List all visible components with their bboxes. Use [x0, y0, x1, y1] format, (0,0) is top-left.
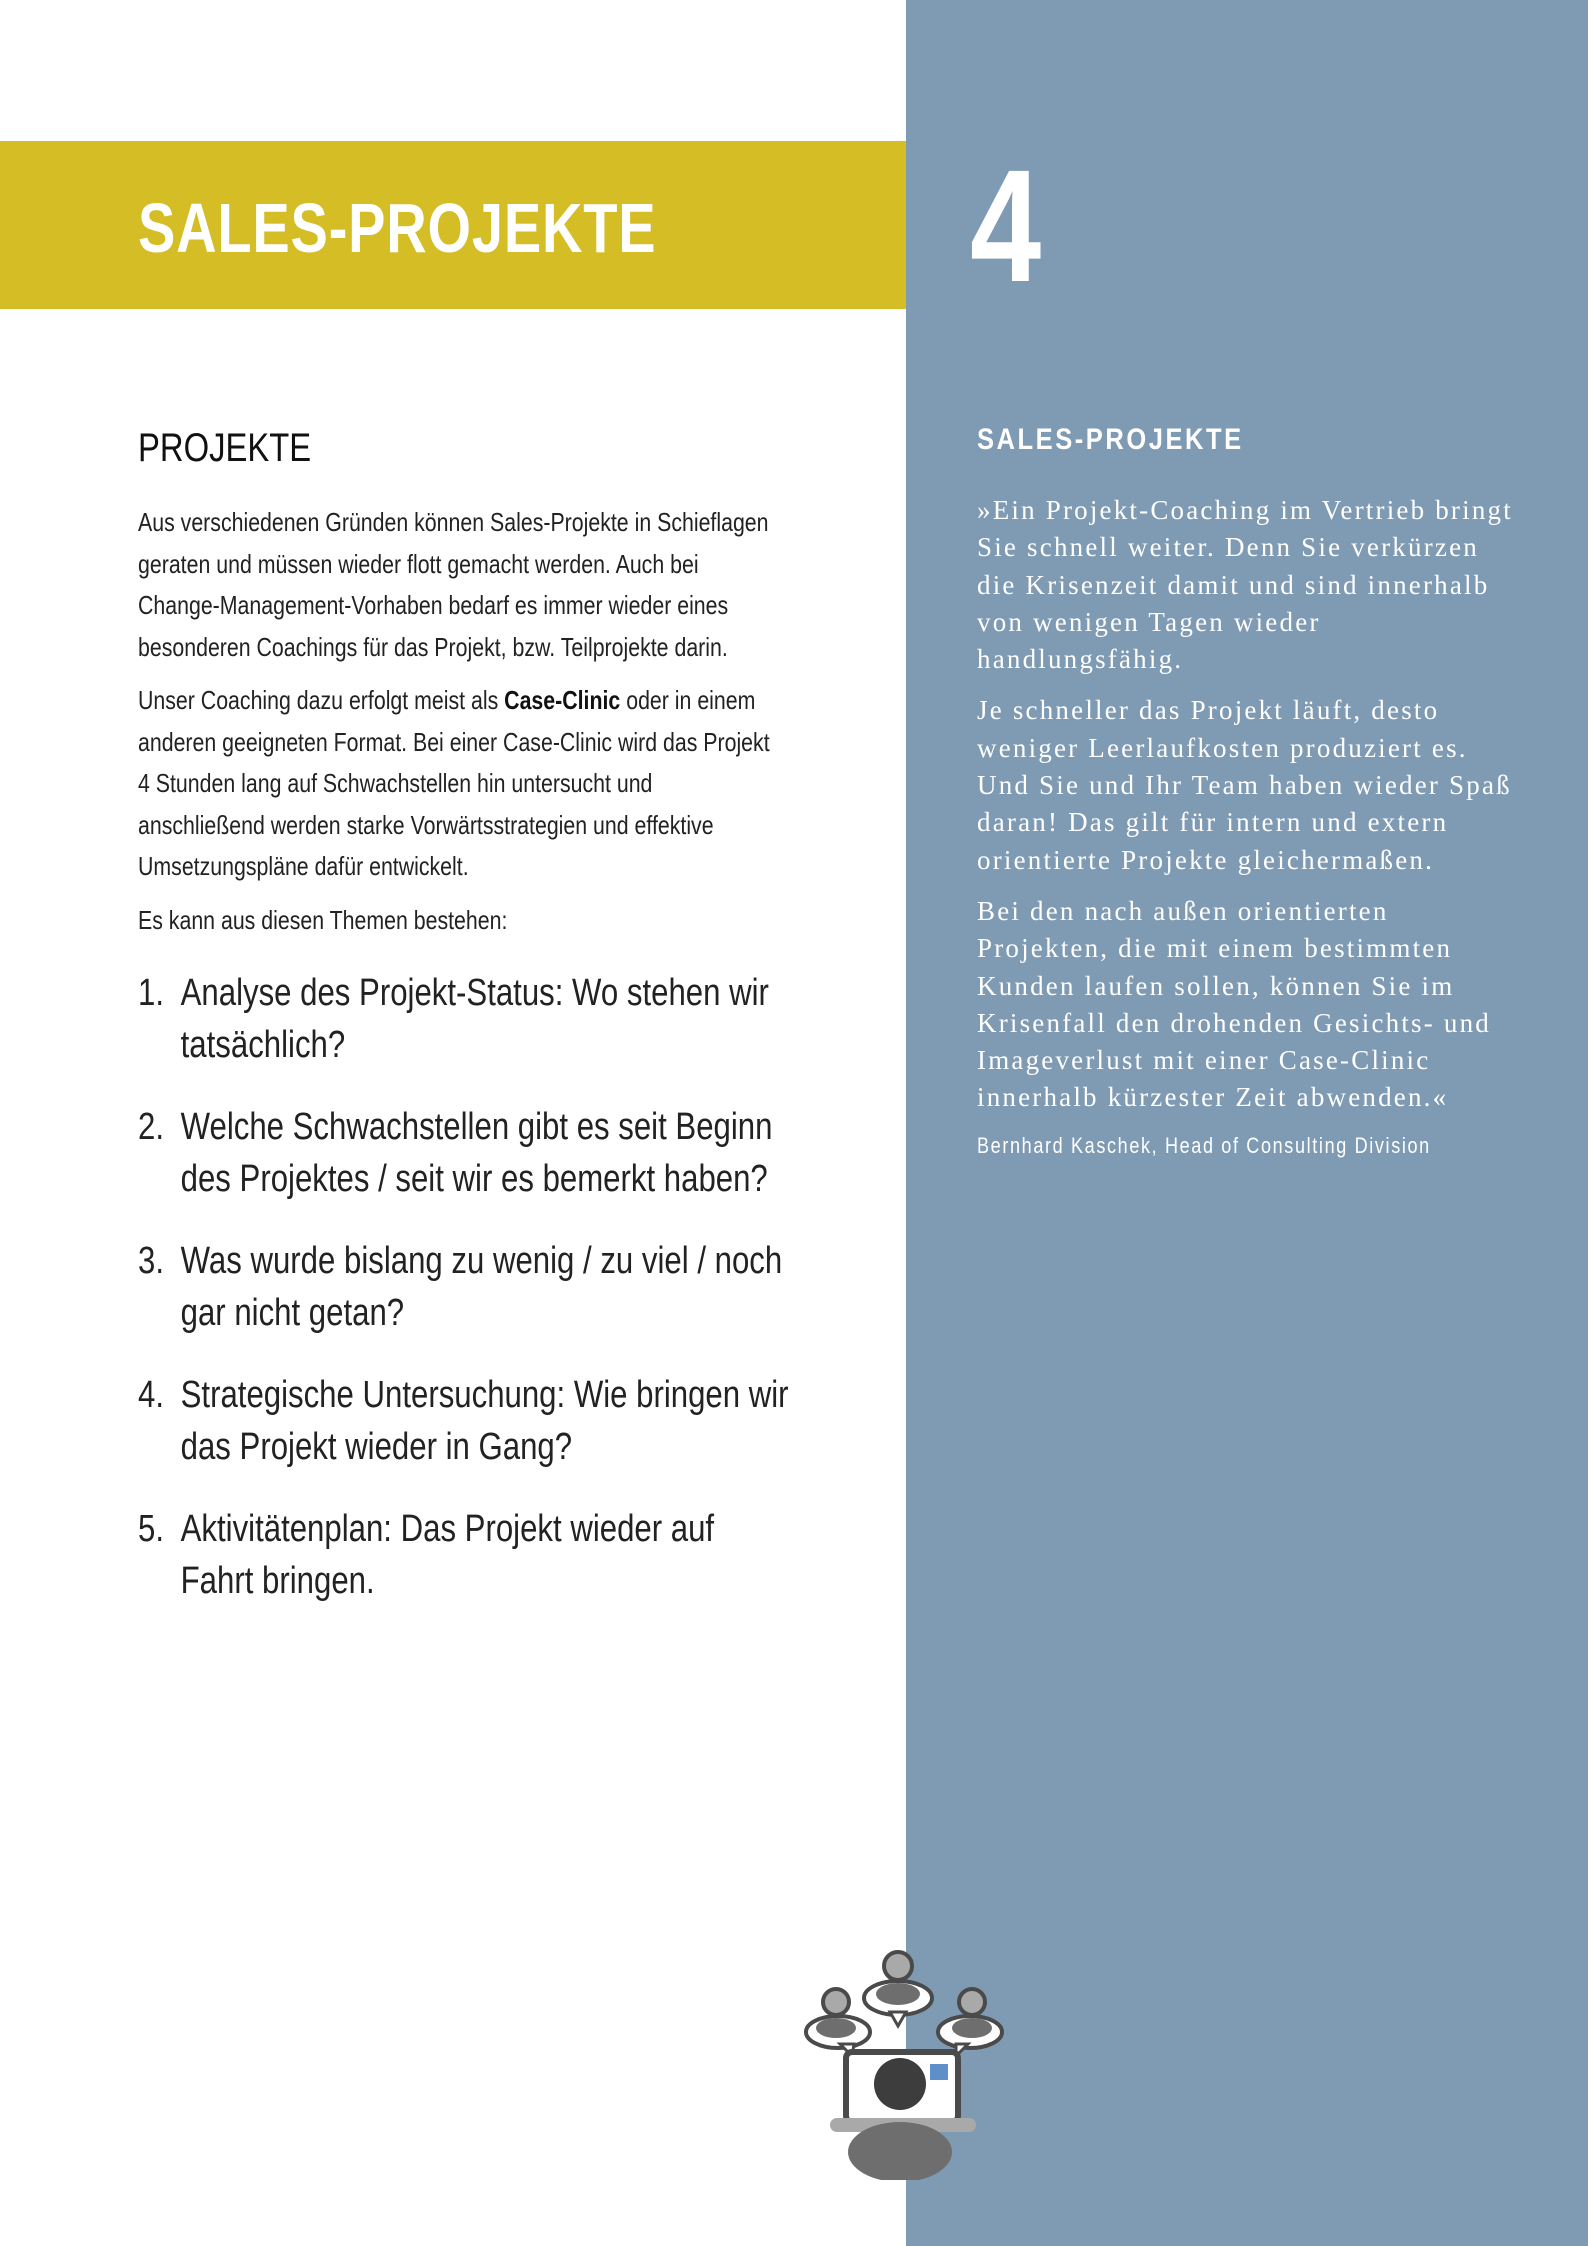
list-item-text: Analyse des Projekt-Status: Wo stehen wir tatsächlich?	[180, 972, 769, 1066]
list-item	[138, 1503, 794, 1607]
page-title: SALES-PROJEKTE	[138, 189, 657, 267]
list-item-text: Welche Schwachstellen gibt es seit Beginn des Projektes / seit wir es bemerkt haben?	[180, 1106, 773, 1200]
main-content	[138, 420, 789, 1637]
case-clinic-term: Case-Clinic	[504, 685, 621, 715]
coaching-text-start: Unser Coaching dazu erfolgt meist als	[138, 685, 505, 715]
list-item	[138, 1235, 794, 1339]
topics-list	[138, 967, 794, 1607]
list-item	[138, 967, 794, 1071]
intro-paragraph: Aus verschiedenen Gründen können Sales-Projekte in Schieflagen geraten und müssen wieder flott gemacht werden. Auch bei Change-Management-Vorhaben bedarf es immer wieder eines besonderen Coachings für das Projekt, bzw. Teilprojekte darin.	[138, 507, 769, 662]
chapter-number: 4	[970, 136, 1042, 315]
sidebar-content	[977, 420, 1588, 1161]
list-item	[138, 1101, 794, 1205]
list-item-number: 5.	[138, 1508, 164, 1550]
list-item-number: 1.	[138, 972, 164, 1014]
quote-author: Bernhard Kaschek, Head of Consulting Division	[977, 1132, 1431, 1158]
coaching-text-end: oder in einem anderen geeigneten Format. Bei einer Case-Clinic wird das Projekt 4 Stunden lang auf Schwachstellen hin untersucht und anschließend werden starke Vorwärtsstrategien und effektive Umsetzungspläne dafür entwickelt.	[138, 685, 770, 881]
list-item-text: Was wurde bislang zu wenig / zu viel / noch gar nicht getan?	[180, 1240, 783, 1334]
quote-paragraph: Je schneller das Projekt läuft, desto weniger Leerlaufkosten produziert es. Und Sie und Ihr Team haben wieder Spaß daran! Das gilt für intern und extern orientierte Projekte gleichermaßen.	[977, 695, 1512, 875]
sidebar-heading: SALES-PROJEKTE	[977, 423, 1244, 456]
list-item-number: 4.	[138, 1374, 164, 1416]
coaching-paragraph	[138, 680, 778, 888]
list-item-text: Strategische Untersuchung: Wie bringen wir das Projekt wieder in Gang?	[180, 1374, 789, 1468]
topics-intro: Es kann aus diesen Themen bestehen:	[138, 904, 508, 935]
quote-paragraph: Bei den nach außen orientierten Projekten, die mit einem bestimmten Kunden laufen sollen, können Sie im Krisenfall den drohenden Gesichts- und Imageverlust mit einer Case-Clinic innerhalb kürzester Zeit abwenden.«	[977, 895, 1491, 1113]
list-item-text: Aktivitätenplan: Das Projekt wieder auf Fahrt bringen.	[180, 1508, 715, 1602]
section-heading: PROJEKTE	[138, 426, 312, 470]
list-item	[138, 1369, 794, 1473]
list-item-number: 2.	[138, 1106, 164, 1148]
quote-paragraph: »Ein Projekt-Coaching im Vertrieb bringt Sie schnell weiter. Denn Sie verkürzen die Krisenzeit damit und sind innerhalb von wenigen Tagen wieder handlungsfähig.	[977, 495, 1513, 675]
list-item-number: 3.	[138, 1240, 164, 1282]
case-clinic-group-icon	[790, 1940, 1030, 2180]
